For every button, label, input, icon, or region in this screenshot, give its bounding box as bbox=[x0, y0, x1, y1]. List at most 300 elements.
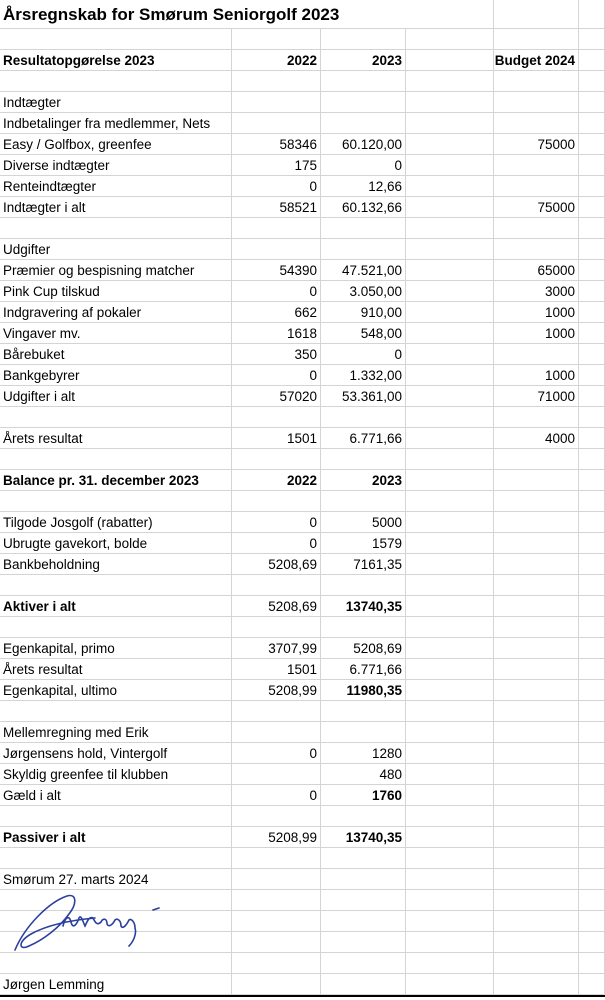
empty-cell[interactable] bbox=[406, 29, 494, 50]
label-cell[interactable]: Jørgensens hold, Vintergolf bbox=[0, 743, 232, 764]
value-2022-cell[interactable]: 0 bbox=[232, 533, 321, 554]
budget-2024-cell[interactable]: 71000 bbox=[494, 386, 579, 407]
budget-2024-cell[interactable] bbox=[494, 176, 579, 197]
label-cell[interactable]: Diverse indtægter bbox=[0, 155, 232, 176]
empty-cell[interactable] bbox=[406, 491, 494, 512]
empty-cell[interactable] bbox=[579, 113, 605, 134]
budget-2024-cell[interactable] bbox=[494, 806, 579, 827]
value-2023-cell[interactable]: 548,00 bbox=[321, 323, 406, 344]
value-2023-cell[interactable]: 0 bbox=[321, 155, 406, 176]
empty-cell[interactable] bbox=[579, 92, 605, 113]
empty-cell[interactable] bbox=[406, 701, 494, 722]
empty-cell[interactable] bbox=[579, 344, 605, 365]
value-2023-cell[interactable]: 1579 bbox=[321, 533, 406, 554]
empty-cell[interactable] bbox=[579, 155, 605, 176]
budget-2024-cell[interactable] bbox=[494, 29, 579, 50]
budget-2024-cell[interactable] bbox=[494, 743, 579, 764]
table-row bbox=[0, 365, 605, 386]
empty-cell[interactable] bbox=[406, 449, 494, 470]
empty-cell[interactable] bbox=[406, 470, 494, 491]
label-cell[interactable] bbox=[0, 491, 232, 512]
table-row bbox=[0, 722, 605, 743]
budget-2024-cell[interactable]: 3000 bbox=[494, 281, 579, 302]
value-2023-cell[interactable]: 60.132,66 bbox=[321, 197, 406, 218]
budget-2024-cell[interactable] bbox=[494, 155, 579, 176]
value-2022-cell[interactable] bbox=[232, 239, 321, 260]
empty-cell[interactable] bbox=[579, 176, 605, 197]
budget-2024-cell[interactable]: 75000 bbox=[494, 134, 579, 155]
table-row bbox=[0, 218, 605, 239]
label-cell[interactable]: Egenkapital, ultimo bbox=[0, 680, 232, 701]
empty-cell[interactable] bbox=[579, 218, 605, 239]
value-2023-cell[interactable]: 1280 bbox=[321, 743, 406, 764]
budget-2024-cell[interactable]: 75000 bbox=[494, 197, 579, 218]
value-2023-cell[interactable] bbox=[321, 617, 406, 638]
value-2022-cell[interactable]: 5208,99 bbox=[232, 827, 321, 848]
value-2022-cell[interactable] bbox=[232, 92, 321, 113]
empty-cell[interactable] bbox=[406, 0, 494, 29]
value-2023-cell[interactable] bbox=[321, 974, 406, 995]
value-2022-cell[interactable]: 350 bbox=[232, 344, 321, 365]
empty-cell[interactable] bbox=[579, 617, 605, 638]
value-2023-cell[interactable]: 0 bbox=[321, 344, 406, 365]
empty-cell[interactable] bbox=[406, 890, 494, 911]
value-2023-cell[interactable]: 5208,69 bbox=[321, 638, 406, 659]
label-cell[interactable]: Skyldig greenfee til klubben bbox=[0, 764, 232, 785]
signature-icon bbox=[3, 888, 213, 964]
empty-cell[interactable] bbox=[579, 575, 605, 596]
label-cell[interactable]: Vingaver mv. bbox=[0, 323, 232, 344]
empty-cell[interactable] bbox=[406, 848, 494, 869]
value-2022-cell[interactable]: 0 bbox=[232, 512, 321, 533]
budget-2024-cell[interactable] bbox=[494, 974, 579, 995]
empty-cell[interactable] bbox=[579, 512, 605, 533]
label-cell[interactable]: Årets resultat bbox=[0, 659, 232, 680]
budget-2024-cell[interactable] bbox=[494, 407, 579, 428]
label-cell[interactable]: Bankgebyrer bbox=[0, 365, 232, 386]
table-row bbox=[0, 386, 605, 407]
empty-cell[interactable] bbox=[406, 806, 494, 827]
label-cell[interactable]: Balance pr. 31. december 2023 bbox=[0, 470, 232, 491]
empty-cell[interactable] bbox=[406, 197, 494, 218]
label-cell[interactable] bbox=[0, 848, 232, 869]
value-2023-cell[interactable]: 12,66 bbox=[321, 176, 406, 197]
label-cell[interactable]: Gæld i alt bbox=[0, 785, 232, 806]
table-row bbox=[0, 533, 605, 554]
value-2022-cell[interactable] bbox=[232, 806, 321, 827]
budget-2024-cell[interactable] bbox=[494, 596, 579, 617]
label-cell[interactable]: Pink Cup tilskud bbox=[0, 281, 232, 302]
empty-cell[interactable] bbox=[579, 386, 605, 407]
empty-cell[interactable] bbox=[406, 764, 494, 785]
value-2022-cell[interactable] bbox=[232, 911, 321, 932]
empty-cell[interactable] bbox=[579, 827, 605, 848]
table-row bbox=[0, 869, 605, 890]
value-2023-cell[interactable]: 3.050,00 bbox=[321, 281, 406, 302]
budget-2024-cell[interactable] bbox=[494, 92, 579, 113]
empty-cell[interactable] bbox=[406, 218, 494, 239]
empty-cell[interactable] bbox=[579, 638, 605, 659]
empty-cell[interactable] bbox=[406, 533, 494, 554]
value-2023-cell[interactable]: 53.361,00 bbox=[321, 386, 406, 407]
empty-cell[interactable] bbox=[579, 722, 605, 743]
value-2022-cell[interactable]: 2022 bbox=[232, 470, 321, 491]
empty-cell[interactable] bbox=[579, 29, 605, 50]
empty-cell[interactable] bbox=[579, 554, 605, 575]
value-2023-cell[interactable] bbox=[321, 29, 406, 50]
value-2022-cell[interactable]: 662 bbox=[232, 302, 321, 323]
label-cell[interactable] bbox=[0, 71, 232, 92]
empty-cell[interactable] bbox=[579, 974, 605, 995]
budget-2024-cell[interactable] bbox=[494, 449, 579, 470]
value-2023-cell[interactable] bbox=[321, 491, 406, 512]
empty-cell[interactable] bbox=[579, 743, 605, 764]
budget-2024-cell[interactable] bbox=[494, 890, 579, 911]
label-cell[interactable]: Smørum 27. marts 2024 bbox=[0, 869, 232, 890]
empty-cell[interactable] bbox=[406, 155, 494, 176]
label-cell[interactable] bbox=[0, 701, 232, 722]
value-2022-cell[interactable] bbox=[232, 953, 321, 974]
table-row bbox=[0, 176, 605, 197]
value-2023-cell[interactable] bbox=[321, 806, 406, 827]
value-2022-cell[interactable] bbox=[232, 974, 321, 995]
label-cell[interactable] bbox=[0, 449, 232, 470]
value-2022-cell[interactable]: 57020 bbox=[232, 386, 321, 407]
value-2023-cell[interactable]: 60.120,00 bbox=[321, 134, 406, 155]
label-cell[interactable]: Bårebuket bbox=[0, 344, 232, 365]
budget-2024-cell[interactable] bbox=[494, 701, 579, 722]
budget-2024-cell[interactable] bbox=[494, 344, 579, 365]
budget-2024-cell[interactable] bbox=[494, 491, 579, 512]
label-cell[interactable]: Præmier og bespisning matcher bbox=[0, 260, 232, 281]
value-2022-cell[interactable]: 5208,99 bbox=[232, 680, 321, 701]
value-2022-cell[interactable]: 2022 bbox=[232, 50, 321, 71]
budget-2024-cell[interactable]: 1000 bbox=[494, 365, 579, 386]
value-2023-cell[interactable]: 13740,35 bbox=[321, 827, 406, 848]
table-row bbox=[0, 302, 605, 323]
value-2022-cell[interactable] bbox=[232, 764, 321, 785]
budget-2024-cell[interactable] bbox=[494, 71, 579, 92]
table-row bbox=[0, 596, 605, 617]
label-cell[interactable]: Tilgode Josgolf (rabatter) bbox=[0, 512, 232, 533]
value-2022-cell[interactable] bbox=[232, 890, 321, 911]
label-cell[interactable] bbox=[0, 575, 232, 596]
value-2022-cell[interactable]: 1618 bbox=[232, 323, 321, 344]
bottom-border bbox=[0, 995, 605, 997]
value-2022-cell[interactable] bbox=[232, 869, 321, 890]
empty-cell[interactable] bbox=[406, 617, 494, 638]
budget-2024-cell[interactable] bbox=[494, 911, 579, 932]
label-cell[interactable]: Indgravering af pokaler bbox=[0, 302, 232, 323]
empty-cell[interactable] bbox=[406, 554, 494, 575]
value-2023-cell[interactable] bbox=[321, 71, 406, 92]
budget-2024-cell[interactable] bbox=[494, 554, 579, 575]
budget-2024-cell[interactable] bbox=[494, 113, 579, 134]
label-cell[interactable]: Jørgen Lemming bbox=[0, 974, 232, 995]
budget-2024-cell[interactable] bbox=[494, 785, 579, 806]
value-2023-cell[interactable]: 47.521,00 bbox=[321, 260, 406, 281]
empty-cell[interactable] bbox=[406, 176, 494, 197]
value-2022-cell[interactable]: 58346 bbox=[232, 134, 321, 155]
empty-cell[interactable] bbox=[406, 512, 494, 533]
budget-2024-cell[interactable] bbox=[494, 680, 579, 701]
value-2023-cell[interactable] bbox=[321, 722, 406, 743]
value-2022-cell[interactable]: 0 bbox=[232, 743, 321, 764]
empty-cell[interactable] bbox=[406, 911, 494, 932]
empty-cell[interactable] bbox=[579, 785, 605, 806]
empty-cell[interactable] bbox=[579, 50, 605, 71]
table-row bbox=[0, 92, 605, 113]
table-row bbox=[0, 281, 605, 302]
budget-2024-cell[interactable] bbox=[494, 533, 579, 554]
label-cell[interactable]: Bankbeholdning bbox=[0, 554, 232, 575]
table-row bbox=[0, 785, 605, 806]
empty-cell[interactable] bbox=[406, 113, 494, 134]
value-2022-cell[interactable] bbox=[232, 407, 321, 428]
value-2023-cell[interactable] bbox=[321, 911, 406, 932]
value-2022-cell[interactable] bbox=[232, 113, 321, 134]
value-2022-cell[interactable]: 3707,99 bbox=[232, 638, 321, 659]
table-row bbox=[0, 29, 605, 50]
budget-2024-cell[interactable] bbox=[494, 827, 579, 848]
label-cell[interactable]: Passiver i alt bbox=[0, 827, 232, 848]
value-2023-cell[interactable]: 6.771,66 bbox=[321, 659, 406, 680]
empty-cell[interactable] bbox=[406, 428, 494, 449]
value-2022-cell[interactable]: 5208,69 bbox=[232, 596, 321, 617]
budget-2024-cell[interactable]: Budget 2024 bbox=[494, 50, 579, 71]
empty-cell[interactable] bbox=[406, 638, 494, 659]
empty-cell[interactable] bbox=[494, 0, 579, 29]
empty-cell[interactable] bbox=[406, 827, 494, 848]
value-2023-cell[interactable] bbox=[321, 932, 406, 953]
empty-cell[interactable] bbox=[579, 680, 605, 701]
budget-2024-cell[interactable] bbox=[494, 848, 579, 869]
empty-cell[interactable] bbox=[579, 260, 605, 281]
value-2022-cell[interactable] bbox=[232, 449, 321, 470]
budget-2024-cell[interactable] bbox=[494, 218, 579, 239]
table-row bbox=[0, 407, 605, 428]
sheet-title[interactable]: Årsregnskab for Smørum Seniorgolf 2023 bbox=[0, 0, 406, 29]
budget-2024-cell[interactable] bbox=[494, 764, 579, 785]
value-2023-cell[interactable]: 6.771,66 bbox=[321, 428, 406, 449]
label-cell[interactable] bbox=[0, 407, 232, 428]
value-2022-cell[interactable] bbox=[232, 218, 321, 239]
value-2023-cell[interactable]: 5000 bbox=[321, 512, 406, 533]
empty-cell[interactable] bbox=[579, 659, 605, 680]
label-cell[interactable] bbox=[0, 806, 232, 827]
empty-cell[interactable] bbox=[579, 953, 605, 974]
table-row bbox=[0, 50, 605, 71]
value-2022-cell[interactable]: 5208,69 bbox=[232, 554, 321, 575]
empty-cell[interactable] bbox=[406, 953, 494, 974]
budget-2024-cell[interactable] bbox=[494, 575, 579, 596]
budget-2024-cell[interactable] bbox=[494, 239, 579, 260]
value-2023-cell[interactable] bbox=[321, 890, 406, 911]
value-2023-cell[interactable]: 13740,35 bbox=[321, 596, 406, 617]
value-2023-cell[interactable] bbox=[321, 449, 406, 470]
budget-2024-cell[interactable] bbox=[494, 512, 579, 533]
empty-cell[interactable] bbox=[406, 743, 494, 764]
value-2022-cell[interactable]: 58521 bbox=[232, 197, 321, 218]
empty-cell[interactable] bbox=[406, 71, 494, 92]
label-cell[interactable] bbox=[0, 617, 232, 638]
label-cell[interactable] bbox=[0, 218, 232, 239]
empty-cell[interactable] bbox=[579, 848, 605, 869]
empty-cell[interactable] bbox=[579, 911, 605, 932]
empty-cell[interactable] bbox=[579, 0, 605, 29]
value-2023-cell[interactable]: 2023 bbox=[321, 470, 406, 491]
empty-cell[interactable] bbox=[406, 50, 494, 71]
empty-cell[interactable] bbox=[579, 407, 605, 428]
budget-2024-cell[interactable]: 1000 bbox=[494, 302, 579, 323]
value-2022-cell[interactable]: 0 bbox=[232, 785, 321, 806]
budget-2024-cell[interactable] bbox=[494, 869, 579, 890]
empty-cell[interactable] bbox=[579, 491, 605, 512]
empty-cell[interactable] bbox=[579, 764, 605, 785]
value-2022-cell[interactable] bbox=[232, 71, 321, 92]
budget-2024-cell[interactable] bbox=[494, 470, 579, 491]
empty-cell[interactable] bbox=[406, 92, 494, 113]
label-cell[interactable]: Resultatopgørelse 2023 bbox=[0, 50, 232, 71]
label-cell[interactable]: Ubrugte gavekort, bolde bbox=[0, 533, 232, 554]
value-2022-cell[interactable] bbox=[232, 701, 321, 722]
table-row bbox=[0, 617, 605, 638]
empty-cell[interactable] bbox=[579, 239, 605, 260]
table-row bbox=[0, 512, 605, 533]
label-cell[interactable] bbox=[0, 29, 232, 50]
value-2023-cell[interactable] bbox=[321, 701, 406, 722]
label-cell[interactable]: Mellemregning med Erik bbox=[0, 722, 232, 743]
value-2023-cell[interactable]: 910,00 bbox=[321, 302, 406, 323]
label-cell[interactable]: Aktiver i alt bbox=[0, 596, 232, 617]
empty-cell[interactable] bbox=[406, 659, 494, 680]
label-cell[interactable]: Renteindtægter bbox=[0, 176, 232, 197]
value-2023-cell[interactable]: 11980,35 bbox=[321, 680, 406, 701]
title-row bbox=[0, 0, 605, 29]
empty-cell[interactable] bbox=[579, 281, 605, 302]
value-2023-cell[interactable] bbox=[321, 869, 406, 890]
value-2022-cell[interactable]: 1501 bbox=[232, 428, 321, 449]
value-2023-cell[interactable]: 1.332,00 bbox=[321, 365, 406, 386]
label-cell[interactable]: Indtægter bbox=[0, 92, 232, 113]
label-cell[interactable]: Easy / Golfbox, greenfee bbox=[0, 134, 232, 155]
empty-cell[interactable] bbox=[406, 281, 494, 302]
value-2023-cell[interactable]: 2023 bbox=[321, 50, 406, 71]
value-2023-cell[interactable]: 480 bbox=[321, 764, 406, 785]
value-2023-cell[interactable] bbox=[321, 92, 406, 113]
value-2022-cell[interactable]: 0 bbox=[232, 176, 321, 197]
label-cell[interactable]: Årets resultat bbox=[0, 428, 232, 449]
value-2022-cell[interactable] bbox=[232, 848, 321, 869]
empty-cell[interactable] bbox=[579, 365, 605, 386]
table-row bbox=[0, 638, 605, 659]
empty-cell[interactable] bbox=[579, 197, 605, 218]
empty-cell[interactable] bbox=[579, 134, 605, 155]
budget-2024-cell[interactable] bbox=[494, 617, 579, 638]
empty-cell[interactable] bbox=[406, 596, 494, 617]
empty-cell[interactable] bbox=[579, 470, 605, 491]
budget-2024-cell[interactable]: 1000 bbox=[494, 323, 579, 344]
empty-cell[interactable] bbox=[406, 680, 494, 701]
budget-2024-cell[interactable] bbox=[494, 932, 579, 953]
empty-cell[interactable] bbox=[579, 323, 605, 344]
value-2023-cell[interactable] bbox=[321, 407, 406, 428]
empty-cell[interactable] bbox=[406, 974, 494, 995]
empty-cell[interactable] bbox=[406, 575, 494, 596]
empty-cell[interactable] bbox=[579, 890, 605, 911]
label-cell[interactable]: Indtægter i alt bbox=[0, 197, 232, 218]
empty-cell[interactable] bbox=[579, 806, 605, 827]
empty-cell[interactable] bbox=[406, 386, 494, 407]
empty-cell[interactable] bbox=[406, 260, 494, 281]
empty-cell[interactable] bbox=[406, 869, 494, 890]
empty-cell[interactable] bbox=[579, 302, 605, 323]
empty-cell[interactable] bbox=[406, 323, 494, 344]
budget-2024-cell[interactable]: 65000 bbox=[494, 260, 579, 281]
label-cell[interactable]: Udgifter bbox=[0, 239, 232, 260]
label-cell[interactable]: Egenkapital, primo bbox=[0, 638, 232, 659]
empty-cell[interactable] bbox=[579, 428, 605, 449]
value-2023-cell[interactable]: 7161,35 bbox=[321, 554, 406, 575]
value-2022-cell[interactable] bbox=[232, 29, 321, 50]
table-row bbox=[0, 680, 605, 701]
empty-cell[interactable] bbox=[579, 869, 605, 890]
value-2022-cell[interactable] bbox=[232, 722, 321, 743]
value-2022-cell[interactable]: 54390 bbox=[232, 260, 321, 281]
empty-cell[interactable] bbox=[579, 71, 605, 92]
value-2023-cell[interactable] bbox=[321, 113, 406, 134]
empty-cell[interactable] bbox=[579, 932, 605, 953]
empty-cell[interactable] bbox=[406, 932, 494, 953]
value-2023-cell[interactable] bbox=[321, 953, 406, 974]
budget-2024-cell[interactable] bbox=[494, 638, 579, 659]
empty-cell[interactable] bbox=[406, 239, 494, 260]
value-2023-cell[interactable] bbox=[321, 575, 406, 596]
value-2022-cell[interactable] bbox=[232, 932, 321, 953]
value-2023-cell[interactable] bbox=[321, 848, 406, 869]
value-2022-cell[interactable] bbox=[232, 575, 321, 596]
empty-cell[interactable] bbox=[579, 701, 605, 722]
value-2022-cell[interactable]: 1501 bbox=[232, 659, 321, 680]
table-row bbox=[0, 155, 605, 176]
budget-2024-cell[interactable] bbox=[494, 722, 579, 743]
empty-cell[interactable] bbox=[579, 533, 605, 554]
budget-2024-cell[interactable] bbox=[494, 953, 579, 974]
value-2022-cell[interactable]: 175 bbox=[232, 155, 321, 176]
empty-cell[interactable] bbox=[406, 722, 494, 743]
value-2022-cell[interactable] bbox=[232, 617, 321, 638]
budget-2024-cell[interactable] bbox=[494, 659, 579, 680]
value-2023-cell[interactable] bbox=[321, 239, 406, 260]
value-2022-cell[interactable]: 0 bbox=[232, 365, 321, 386]
empty-cell[interactable] bbox=[406, 344, 494, 365]
empty-cell[interactable] bbox=[406, 302, 494, 323]
empty-cell[interactable] bbox=[579, 449, 605, 470]
value-2023-cell[interactable]: 1760 bbox=[321, 785, 406, 806]
value-2022-cell[interactable] bbox=[232, 491, 321, 512]
empty-cell[interactable] bbox=[406, 134, 494, 155]
value-2022-cell[interactable]: 0 bbox=[232, 281, 321, 302]
budget-2024-cell[interactable]: 4000 bbox=[494, 428, 579, 449]
empty-cell[interactable] bbox=[406, 365, 494, 386]
empty-cell[interactable] bbox=[406, 407, 494, 428]
label-cell[interactable]: Indbetalinger fra medlemmer, Nets bbox=[0, 113, 232, 134]
table-row bbox=[0, 260, 605, 281]
label-cell[interactable]: Udgifter i alt bbox=[0, 386, 232, 407]
empty-cell[interactable] bbox=[579, 596, 605, 617]
empty-cell[interactable] bbox=[406, 785, 494, 806]
value-2023-cell[interactable] bbox=[321, 218, 406, 239]
